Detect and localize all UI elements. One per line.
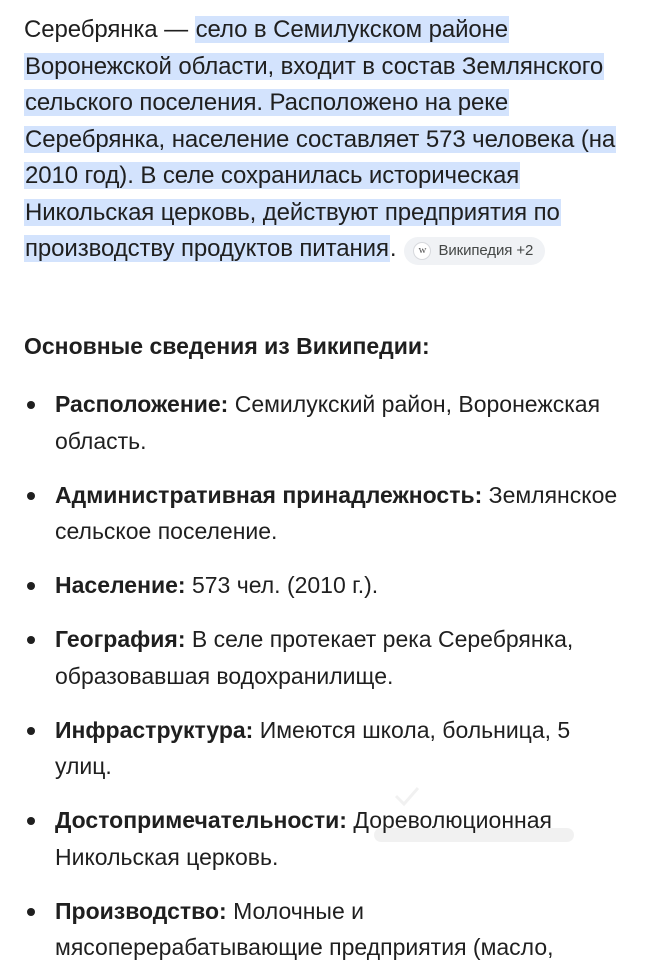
bullet-dot-icon bbox=[27, 582, 35, 590]
bullet-dot-icon bbox=[27, 908, 35, 916]
fact-text: 573 чел. (2010 г.). bbox=[185, 572, 379, 598]
fact-text: Землянское сельское поселение. bbox=[55, 481, 618, 544]
fact-term: Население: bbox=[55, 572, 186, 598]
list-item bbox=[24, 893, 624, 960]
source-chip-label: Википедия +2 bbox=[438, 242, 534, 259]
intro-trailing-period: . bbox=[389, 235, 397, 262]
list-item bbox=[24, 567, 624, 604]
fact-text: Семилукский район, Воронежская область. bbox=[55, 391, 601, 454]
fact-term: Административная принадлежность: bbox=[55, 481, 483, 508]
bullet-dot-icon bbox=[27, 492, 35, 500]
list-item bbox=[24, 477, 624, 550]
source-chip[interactable] bbox=[404, 237, 545, 265]
bullet-dot-icon bbox=[27, 401, 35, 409]
fact-text: В селе протекает река Серебрянка, образовавшая водохранилище. bbox=[55, 626, 574, 689]
fact-text: Дореволюционная Никольская церковь. bbox=[55, 807, 552, 870]
fact-text: Молочные и мясоперерабатывающие предприятия (масло, bbox=[55, 897, 554, 960]
bullet-dot-icon bbox=[27, 636, 35, 644]
fact-term: Достопримечательности: bbox=[55, 807, 347, 833]
list-item bbox=[24, 802, 624, 875]
bullet-dot-icon bbox=[27, 727, 35, 735]
intro-subject: Серебрянка — bbox=[24, 16, 195, 43]
fact-term: Расположение: bbox=[55, 391, 229, 417]
list-item bbox=[24, 712, 624, 785]
facts-list bbox=[24, 386, 624, 960]
wikipedia-icon: w bbox=[413, 242, 431, 260]
intro-paragraph bbox=[24, 12, 624, 268]
fact-term: Производство: bbox=[55, 897, 227, 924]
fact-term: Инфраструктура: bbox=[55, 716, 254, 743]
section-heading: Основные сведения из Википедии: bbox=[24, 333, 430, 359]
fact-term: География: bbox=[55, 626, 186, 652]
intro-highlighted-text[interactable]: село в Семилукском районе Воронежской области, входит в состав Землянского сельского поселения. Расположено на реке Серебрянка, население составляет 573 человека (на 2010 год). В селе сохранилась историческая Никольская церковь, действуют предприятия по производству продуктов питания bbox=[25, 16, 616, 262]
list-item bbox=[24, 386, 624, 459]
bullet-dot-icon bbox=[27, 817, 35, 825]
fact-text: Имеются школа, больница, 5 улиц. bbox=[55, 716, 571, 779]
list-item bbox=[24, 621, 624, 694]
